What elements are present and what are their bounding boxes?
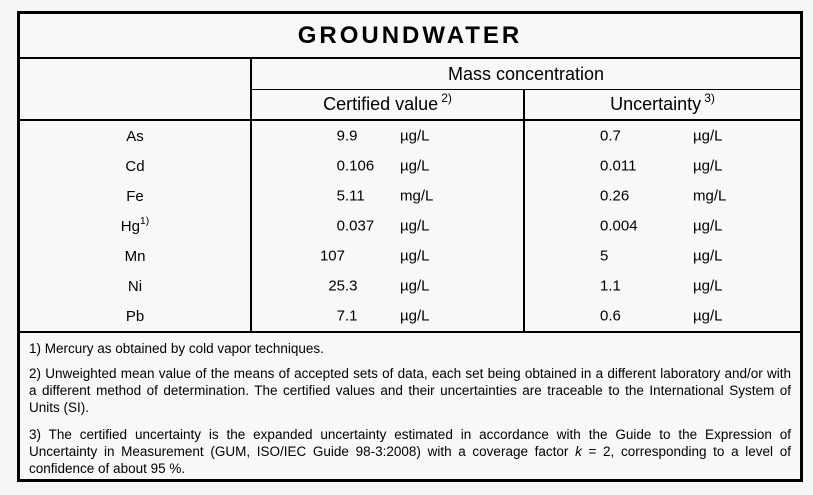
certified-value-int: 7 — [336, 307, 345, 325]
mass-concentration-header-group — [252, 59, 800, 119]
table-row-hg — [20, 211, 800, 241]
uncertainty-unit: µg/L — [693, 127, 723, 145]
certified-value-int: 0 — [336, 157, 345, 175]
uncertainty-footnote-ref: 3) — [704, 90, 715, 105]
uncertainty-unit: µg/L — [693, 247, 723, 265]
uncertainty-value: 1.1 — [600, 277, 621, 295]
certified-value-int: 5 — [336, 187, 345, 205]
certified-value-cell — [252, 301, 525, 331]
certified-value-frac: .3 — [345, 277, 358, 295]
certified-value-cell — [252, 151, 525, 181]
table-header — [20, 59, 800, 121]
certified-value-label: Certified value — [323, 94, 439, 114]
uncertainty-unit: µg/L — [693, 217, 723, 235]
element-symbol: Cd — [125, 157, 145, 175]
certified-value-cell — [252, 271, 525, 301]
uncertainty-unit: µg/L — [693, 277, 723, 295]
certified-value-cell — [252, 211, 525, 241]
certified-value-unit: µg/L — [400, 247, 430, 265]
footnote-3-text-before: 3) The certified uncertainty is the expanded uncertainty estimated in accordance with the Guide to the Expression of Uncertainty in Measurement (GUM, ISO/IEC Guide 98-3:2008) with a coverage factor — [29, 427, 791, 459]
table-row-pb — [20, 301, 800, 331]
uncertainty-cell — [525, 181, 800, 211]
table-row-mn — [20, 241, 800, 271]
certified-value-footnote-ref: 2) — [441, 90, 452, 105]
certified-value-int: 25 — [328, 277, 345, 295]
uncertainty-value: 5 — [600, 247, 609, 265]
sub-header-row — [252, 90, 800, 119]
table-row-as — [20, 121, 800, 151]
uncertainty-cell — [525, 211, 800, 241]
table-row-ni — [20, 271, 800, 301]
footnote-1: 1) Mercury as obtained by cold vapor techniques. — [29, 341, 324, 356]
element-cell — [20, 241, 252, 271]
uncertainty-cell — [525, 271, 800, 301]
uncertainty-cell — [525, 301, 800, 331]
uncertainty-value: 0.004 — [600, 217, 638, 235]
uncertainty-unit: µg/L — [693, 157, 723, 175]
certified-value-int: 9 — [336, 127, 345, 145]
uncertainty-value: 0.26 — [600, 187, 630, 205]
certified-value-unit: µg/L — [400, 217, 430, 235]
element-cell — [20, 301, 252, 331]
certified-value-unit: µg/L — [400, 157, 430, 175]
certified-value-cell — [252, 241, 525, 271]
uncertainty-unit: mg/L — [693, 187, 727, 205]
element-symbol: Fe — [126, 187, 144, 205]
certified-value-unit: µg/L — [400, 277, 430, 295]
element-footnote-ref: 1) — [139, 215, 150, 227]
table-row-cd — [20, 151, 800, 181]
element-cell — [20, 121, 252, 151]
element-cell — [20, 181, 252, 211]
footnotes-section — [20, 333, 800, 481]
certified-value-unit: mg/L — [400, 187, 434, 205]
uncertainty-label: Uncertainty — [610, 94, 702, 114]
uncertainty-value: 0.7 — [600, 127, 621, 145]
element-cell — [20, 211, 252, 241]
certified-value-frac: .11 — [345, 187, 365, 205]
certified-value-frac: .1 — [345, 307, 358, 325]
uncertainty-cell — [525, 241, 800, 271]
uncertainty-value: 0.011 — [600, 157, 637, 175]
footnote-3-text-after: = 2, corresponding to a level of confidence of about 95 %. — [29, 444, 791, 476]
certified-values-table — [17, 11, 803, 482]
element-symbol: As — [126, 127, 144, 145]
certified-value-frac: .037 — [345, 217, 375, 235]
certified-value-cell — [252, 181, 525, 211]
mass-concentration-label: Mass concentration — [447, 63, 605, 84]
certified-value-frac: .106 — [345, 157, 375, 175]
uncertainty-header — [525, 90, 800, 119]
mass-concentration-header — [252, 59, 800, 90]
uncertainty-cell — [525, 121, 800, 151]
uncertainty-cell — [525, 151, 800, 181]
table-row-fe — [20, 181, 800, 211]
element-symbol: Hg — [120, 217, 140, 235]
footnote-3-coverage-factor-k: k — [575, 444, 582, 459]
element-symbol: Pb — [125, 307, 145, 325]
table-title-row — [20, 14, 800, 59]
certified-value-unit: µg/L — [400, 307, 430, 325]
element-cell — [20, 271, 252, 301]
element-symbol: Mn — [124, 247, 146, 265]
element-column-header-empty — [20, 59, 252, 119]
certified-value-header — [252, 90, 525, 119]
uncertainty-value: 0.6 — [600, 307, 621, 325]
certified-value-unit: µg/L — [400, 127, 430, 145]
table-body — [20, 121, 800, 333]
certified-value-int: 107 — [319, 247, 345, 265]
footnote-3 — [29, 426, 791, 477]
footnote-2: 2) Unweighted mean value of the means of accepted sets of data, each set being obtained in a different laboratory and/or with a different method of determination. The certified values and their uncertainties are traceable to the International System of Units (SI). — [29, 366, 791, 415]
certified-value-frac: .9 — [345, 127, 358, 145]
table-title: GROUNDWATER — [297, 21, 523, 49]
certified-value-int: 0 — [336, 217, 345, 235]
uncertainty-unit: µg/L — [693, 307, 723, 325]
certified-value-cell — [252, 121, 525, 151]
element-symbol: Ni — [127, 277, 143, 295]
element-cell — [20, 151, 252, 181]
